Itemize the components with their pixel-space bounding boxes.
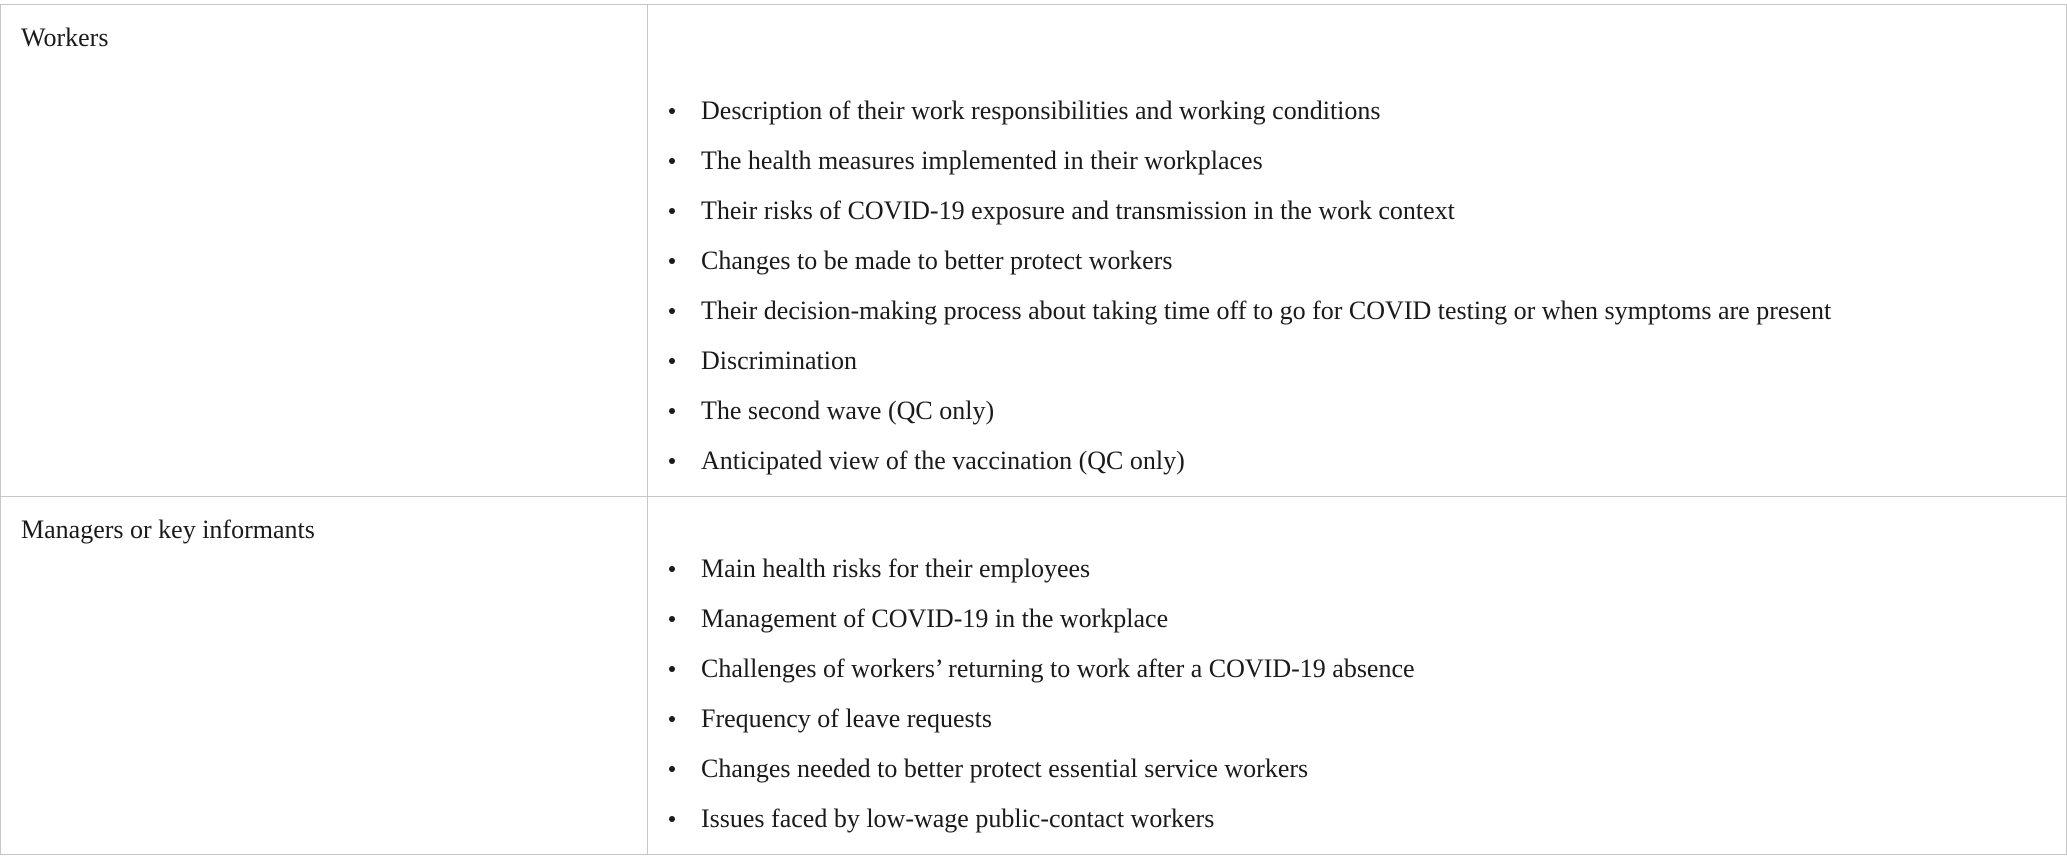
topic-text: Their decision-making process about taking time off to go for COVID testing or when symptoms are present <box>701 296 1832 325</box>
list-item <box>648 296 2066 346</box>
topic-text: Discrimination <box>701 346 857 375</box>
list-item <box>648 754 2066 804</box>
bullet-icon <box>669 716 675 722</box>
list-item <box>648 146 2066 196</box>
topic-text: Management of COVID-19 in the workplace <box>701 604 1169 633</box>
topics-cell <box>648 497 2067 855</box>
bullet-icon <box>669 358 675 364</box>
group-cell <box>1 5 648 497</box>
bullet-icon <box>669 616 675 622</box>
list-item <box>648 554 2066 604</box>
topic-text: Frequency of leave requests <box>701 704 992 733</box>
table-row-managers <box>1 497 2067 855</box>
topic-text: Their risks of COVID-19 exposure and transmission in the work context <box>701 196 1455 225</box>
topic-text: The second wave (QC only) <box>701 396 995 425</box>
topic-text: Challenges of workers’ returning to work after a COVID-19 absence <box>701 654 1415 683</box>
list-item <box>648 446 2066 496</box>
list-item <box>648 804 2066 854</box>
list-item <box>648 654 2066 704</box>
bullet-icon <box>669 566 675 572</box>
topic-list <box>648 5 2066 496</box>
bullet-icon <box>669 666 675 672</box>
topics-cell <box>648 5 2067 497</box>
list-item <box>648 246 2066 296</box>
topic-text: Changes to be made to better protect workers <box>701 246 1173 275</box>
group-label: Managers or key informants <box>21 515 315 544</box>
interview-topics-table <box>0 4 2067 855</box>
group-cell <box>1 497 648 855</box>
topic-text: The health measures implemented in their workplaces <box>701 146 1263 175</box>
bullet-icon <box>669 458 675 464</box>
list-item <box>648 96 2066 146</box>
list-item <box>648 604 2066 654</box>
topic-text: Issues faced by low-wage public-contact workers <box>701 804 1215 833</box>
bullet-icon <box>669 108 675 114</box>
bullet-icon <box>669 208 675 214</box>
table-row-workers <box>1 5 2067 497</box>
list-item <box>648 196 2066 246</box>
list-item <box>648 346 2066 396</box>
topic-text: Description of their work responsibilities and working conditions <box>701 96 1381 125</box>
bullet-icon <box>669 258 675 264</box>
list-item <box>648 396 2066 446</box>
topic-text: Changes needed to better protect essential service workers <box>701 754 1309 783</box>
bullet-icon <box>669 766 675 772</box>
list-item <box>648 704 2066 754</box>
bullet-icon <box>669 158 675 164</box>
bullet-icon <box>669 816 675 822</box>
bullet-icon <box>669 308 675 314</box>
topic-text: Main health risks for their employees <box>701 554 1091 583</box>
topic-list <box>648 497 2066 854</box>
bullet-icon <box>669 408 675 414</box>
topic-text: Anticipated view of the vaccination (QC only) <box>701 446 1185 475</box>
group-label: Workers <box>21 23 109 52</box>
